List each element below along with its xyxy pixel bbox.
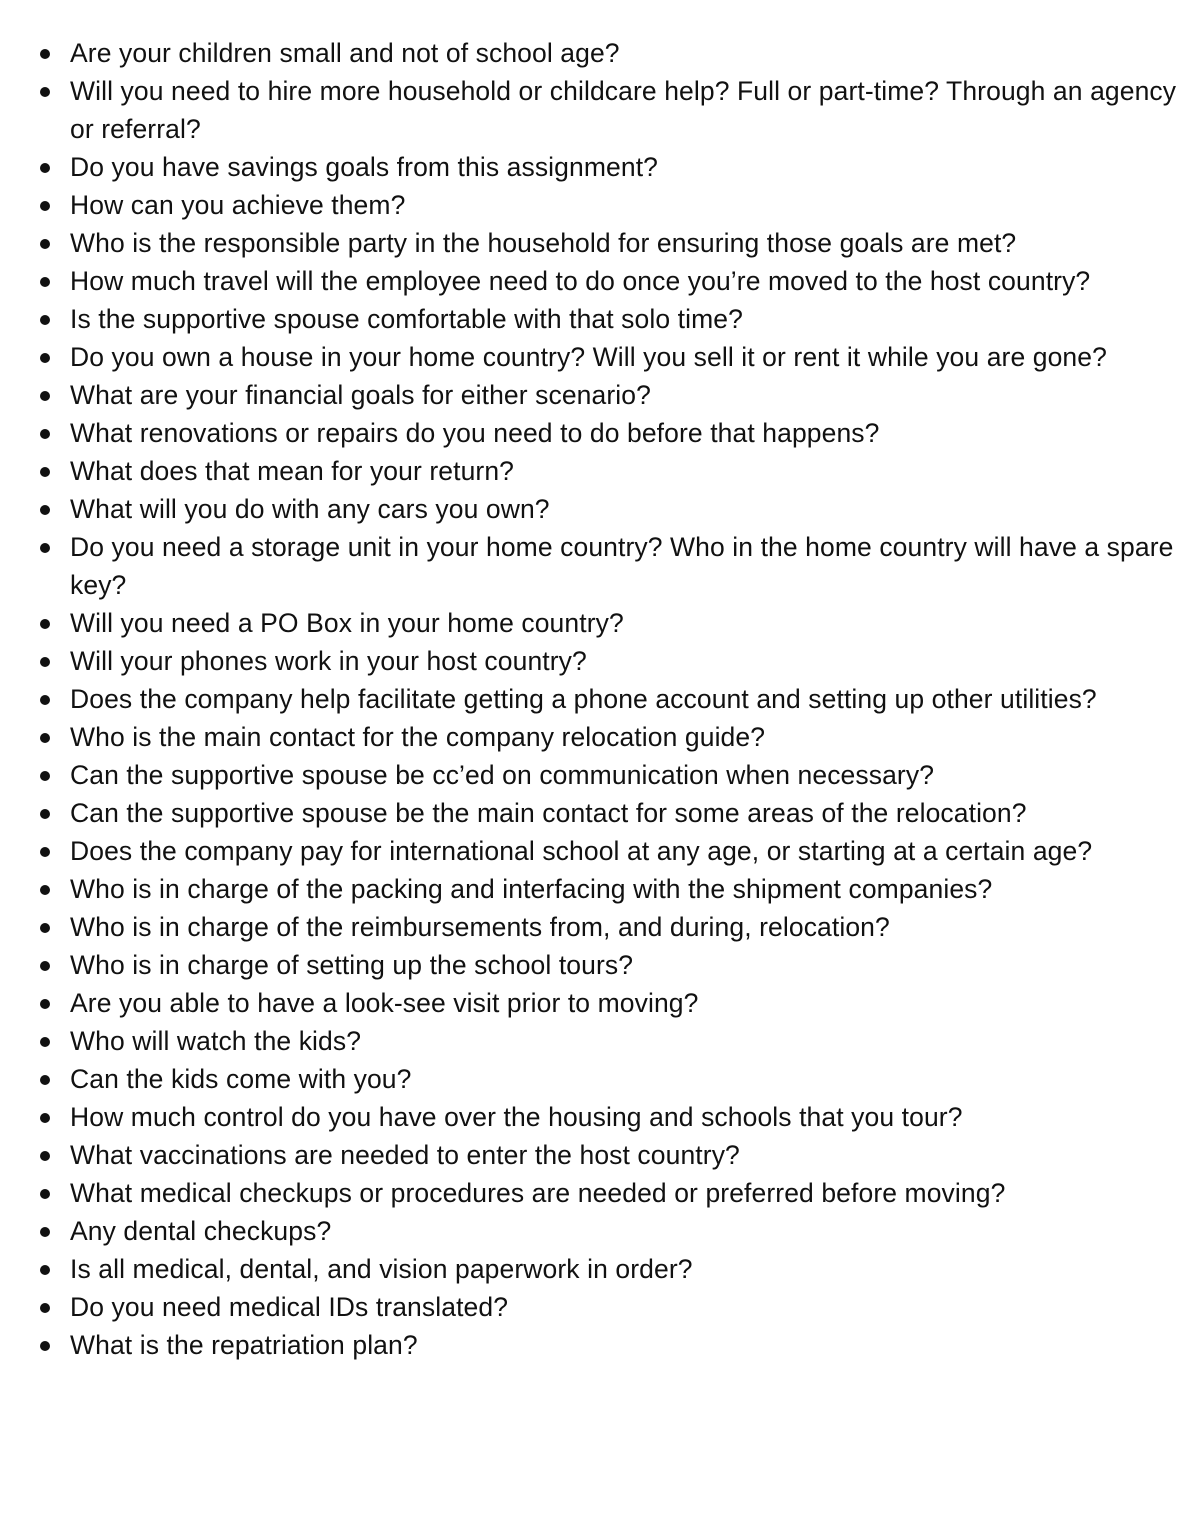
list-item xyxy=(0,300,1187,338)
bullet-icon xyxy=(40,1341,50,1351)
question-text: Who will watch the kids? xyxy=(70,1026,362,1056)
question-text: Who is in charge of the reimbursements from, and during, relocation? xyxy=(70,912,890,942)
bullet-icon xyxy=(40,885,50,895)
list-item xyxy=(0,718,1187,756)
list-item xyxy=(0,642,1187,680)
question-text: What does that mean for your return? xyxy=(70,456,515,486)
bullet-icon xyxy=(40,695,50,705)
bullet-icon xyxy=(40,733,50,743)
list-item xyxy=(0,870,1187,908)
question-text: Does the company pay for international school at any age, or starting at a certain age? xyxy=(70,836,1093,866)
list-item xyxy=(0,1288,1187,1326)
bullet-icon xyxy=(40,201,50,211)
bullet-icon xyxy=(40,1037,50,1047)
bullet-icon xyxy=(40,1113,50,1123)
bullet-icon xyxy=(40,657,50,667)
question-list xyxy=(0,34,1187,1364)
list-item xyxy=(0,528,1187,604)
bullet-icon xyxy=(40,315,50,325)
list-item xyxy=(0,908,1187,946)
list-item xyxy=(0,490,1187,528)
list-item xyxy=(0,1250,1187,1288)
bullet-icon xyxy=(40,1075,50,1085)
question-text: Can the supportive spouse be cc’ed on communication when necessary? xyxy=(70,760,935,790)
bullet-icon xyxy=(40,49,50,59)
question-text: Can the kids come with you? xyxy=(70,1064,412,1094)
list-item xyxy=(0,224,1187,262)
question-text: Will you need a PO Box in your home country? xyxy=(70,608,624,638)
bullet-icon xyxy=(40,391,50,401)
question-text: Who is in charge of setting up the school tours? xyxy=(70,950,634,980)
bullet-icon xyxy=(40,923,50,933)
document-page xyxy=(0,34,1187,1364)
bullet-icon xyxy=(40,429,50,439)
question-text: Are you able to have a look-see visit prior to moving? xyxy=(70,988,699,1018)
question-text: Any dental checkups? xyxy=(70,1216,332,1246)
question-text: What is the repatriation plan? xyxy=(70,1330,418,1360)
list-item xyxy=(0,946,1187,984)
question-text: Are your children small and not of school age? xyxy=(70,38,620,68)
bullet-icon xyxy=(40,1303,50,1313)
list-item xyxy=(0,984,1187,1022)
question-text: Who is the responsible party in the household for ensuring those goals are met? xyxy=(70,228,1017,258)
list-item xyxy=(0,604,1187,642)
list-item xyxy=(0,186,1187,224)
question-text: Do you own a house in your home country? Will you sell it or rent it while you are gone? xyxy=(70,342,1107,372)
question-text: What are your financial goals for either scenario? xyxy=(70,380,651,410)
bullet-icon xyxy=(40,543,50,553)
question-text: Is the supportive spouse comfortable with that solo time? xyxy=(70,304,743,334)
bullet-icon xyxy=(40,353,50,363)
bullet-icon xyxy=(40,1227,50,1237)
bullet-icon xyxy=(40,1151,50,1161)
list-item xyxy=(0,148,1187,186)
question-text: What medical checkups or procedures are needed or preferred before moving? xyxy=(70,1178,1006,1208)
bullet-icon xyxy=(40,961,50,971)
list-item xyxy=(0,1212,1187,1250)
question-text: Do you need medical IDs translated? xyxy=(70,1292,509,1322)
question-text: What renovations or repairs do you need to do before that happens? xyxy=(70,418,880,448)
list-item xyxy=(0,680,1187,718)
question-text: Who is in charge of the packing and interfacing with the shipment companies? xyxy=(70,874,993,904)
question-text: Can the supportive spouse be the main contact for some areas of the relocation? xyxy=(70,798,1027,828)
list-item xyxy=(0,1136,1187,1174)
question-text: Do you need a storage unit in your home country? Who in the home country will have a spare key? xyxy=(70,532,1174,600)
bullet-icon xyxy=(40,999,50,1009)
list-item xyxy=(0,452,1187,490)
question-text: Does the company help facilitate getting a phone account and setting up other utilities? xyxy=(70,684,1097,714)
list-item xyxy=(0,1060,1187,1098)
bullet-icon xyxy=(40,163,50,173)
question-text: Will you need to hire more household or childcare help? Full or part-time? Through an agency or referral? xyxy=(70,76,1177,144)
list-item xyxy=(0,756,1187,794)
list-item xyxy=(0,414,1187,452)
question-text: What vaccinations are needed to enter the host country? xyxy=(70,1140,740,1170)
list-item xyxy=(0,338,1187,376)
list-item xyxy=(0,1022,1187,1060)
bullet-icon xyxy=(40,1265,50,1275)
list-item xyxy=(0,832,1187,870)
bullet-icon xyxy=(40,467,50,477)
question-text: Will your phones work in your host country? xyxy=(70,646,587,676)
question-text: What will you do with any cars you own? xyxy=(70,494,550,524)
bullet-icon xyxy=(40,505,50,515)
list-item xyxy=(0,262,1187,300)
question-text: Is all medical, dental, and vision paperwork in order? xyxy=(70,1254,693,1284)
bullet-icon xyxy=(40,1189,50,1199)
bullet-icon xyxy=(40,619,50,629)
bullet-icon xyxy=(40,239,50,249)
list-item xyxy=(0,34,1187,72)
question-text: How can you achieve them? xyxy=(70,190,406,220)
list-item xyxy=(0,1098,1187,1136)
list-item xyxy=(0,72,1187,148)
bullet-icon xyxy=(40,809,50,819)
bullet-icon xyxy=(40,87,50,97)
list-item xyxy=(0,376,1187,414)
list-item xyxy=(0,1174,1187,1212)
question-text: Who is the main contact for the company relocation guide? xyxy=(70,722,766,752)
bullet-icon xyxy=(40,771,50,781)
question-text: How much control do you have over the housing and schools that you tour? xyxy=(70,1102,963,1132)
question-text: Do you have savings goals from this assignment? xyxy=(70,152,658,182)
list-item xyxy=(0,1326,1187,1364)
bullet-icon xyxy=(40,847,50,857)
bullet-icon xyxy=(40,277,50,287)
question-text: How much travel will the employee need to do once you’re moved to the host country? xyxy=(70,266,1091,296)
list-item xyxy=(0,794,1187,832)
